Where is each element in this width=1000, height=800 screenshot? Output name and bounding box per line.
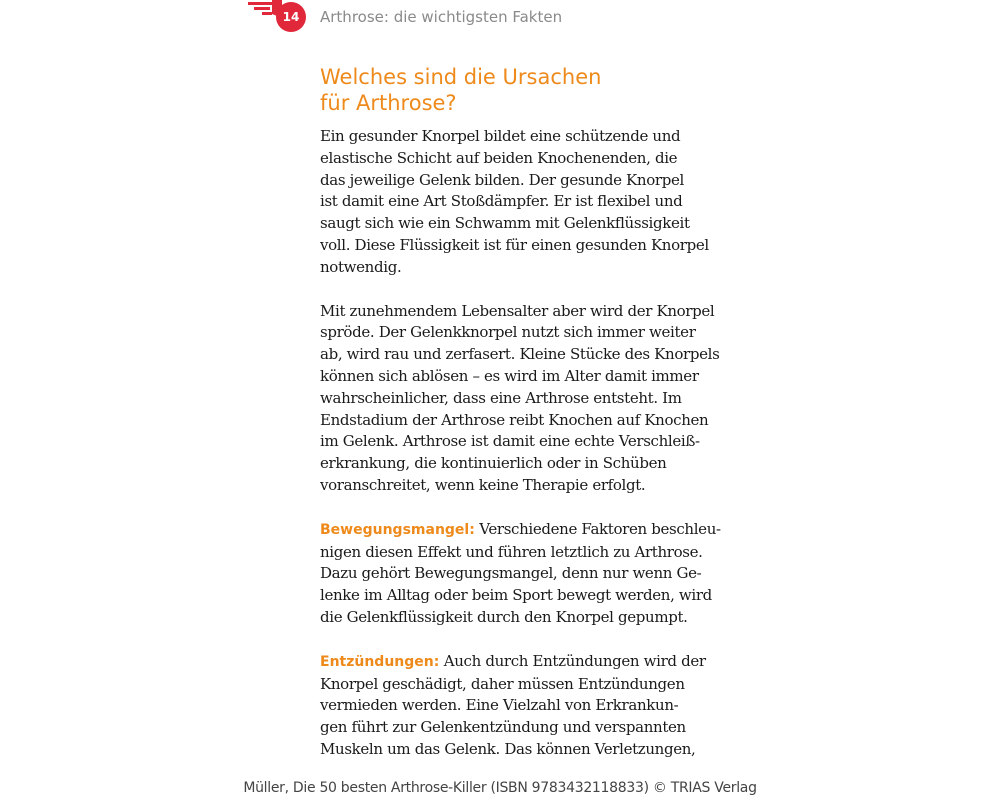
text-line: können sich ablösen – es wird im Alter damit immer	[320, 366, 699, 385]
text-line: Knorpel geschädigt, daher müssen Entzündungen	[320, 674, 685, 693]
text-line: voll. Diese Flüssigkeit ist für einen gesunden Knorpel	[320, 235, 709, 254]
paragraph-movement	[320, 519, 740, 629]
text-line: die Gelenkflüssigkeit durch den Knorpel gepumpt.	[320, 607, 688, 626]
heading-line: für Arthrose?	[320, 91, 457, 115]
text-line: Endstadium der Arthrose reibt Knochen auf Knochen	[320, 410, 709, 429]
paragraph-aging	[320, 301, 740, 497]
footer-credit: Müller, Die 50 besten Arthrose-Killer (ISBN 9783432118833) © TRIAS Verlag	[243, 780, 757, 796]
text-line: das jeweilige Gelenk bilden. Der gesunde Knorpel	[320, 170, 684, 189]
text-line: vermieden werden. Eine Vielzahl von Erkrankun-	[320, 696, 679, 715]
text-line	[320, 651, 740, 674]
term-label: Entzündungen:	[320, 653, 440, 670]
text-fragment: Auch durch Entzündungen wird der	[443, 651, 706, 670]
text-line: gen führt zur Gelenkentzündung und verspannten	[320, 718, 686, 737]
page-header	[248, 0, 668, 36]
text-line: im Gelenk. Arthrose ist damit eine echte Verschleiß-	[320, 432, 700, 451]
paragraph-cartilage	[320, 126, 740, 279]
article-body	[320, 64, 740, 783]
text-line: Ein gesunder Knorpel bildet eine schützende und	[320, 127, 681, 145]
text-line: saugt sich wie ein Schwamm mit Gelenkflüssigkeit	[320, 214, 690, 233]
page-number-badge: 14	[276, 2, 306, 32]
text-line: spröde. Der Gelenkknorpel nutzt sich immer weiter	[320, 323, 696, 342]
text-line: nigen diesen Effekt und führen letztlich zu Arthrose.	[320, 542, 703, 561]
text-line: erkrankung, die kontinuierlich oder in Schüben	[320, 454, 667, 473]
text-line: notwendig.	[320, 257, 402, 276]
paragraph-inflammation	[320, 651, 740, 761]
term-label: Bewegungsmangel:	[320, 521, 475, 538]
heading-line: Welches sind die Ursachen	[320, 65, 602, 89]
text-line: ab, wird rau und zerfasert. Kleine Stücke des Knorpels	[320, 345, 720, 364]
running-title: Arthrose: die wichtigsten Fakten	[320, 8, 563, 26]
text-line: ist damit eine Art Stoßdämpfer. Er ist flexibel und	[320, 192, 683, 211]
text-line	[320, 519, 740, 542]
section-heading	[320, 64, 740, 116]
text-line: elastische Schicht auf beiden Knochenenden, die	[320, 148, 678, 167]
text-line: Mit zunehmendem Lebensalter aber wird der Knorpel	[320, 301, 715, 320]
text-line: Dazu gehört Bewegungsmangel, denn nur wenn Ge-	[320, 564, 702, 583]
text-line: voranschreitet, wenn keine Therapie erfolgt.	[320, 475, 646, 494]
text-line: Muskeln um das Gelenk. Das können Verletzungen,	[320, 739, 696, 758]
text-fragment: Verschiedene Faktoren beschleu-	[479, 519, 721, 538]
text-line: lenke im Alltag oder beim Sport bewegt werden, wird	[320, 586, 712, 605]
text-line: wahrscheinlicher, dass eine Arthrose entsteht. Im	[320, 388, 682, 407]
